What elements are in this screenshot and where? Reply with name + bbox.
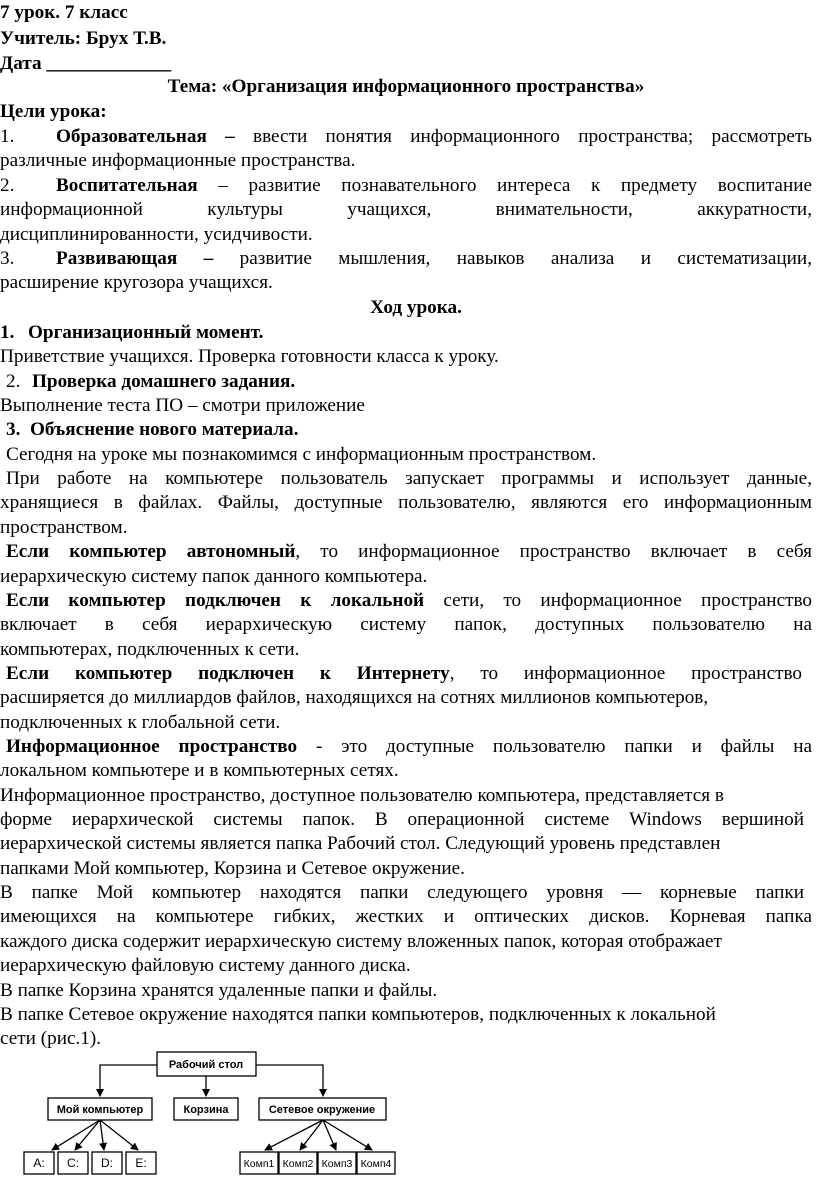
svg-text:Комп3: Комп3 (321, 1158, 353, 1170)
paragraph-4-line2: включает в себя иерархическую систему папок, доступных пользователю на (0, 614, 812, 635)
paragraph-5-line3: подключенных к глобальной сети. (0, 712, 281, 733)
paragraph-7-line4: папками Мой компьютер, Корзина и Сетевое окружение. (0, 858, 465, 879)
goals-title: Цели урока: (0, 101, 107, 122)
svg-text:Сетевое окружение: Сетевое окружение (268, 1104, 376, 1116)
root-node-desktop (157, 1052, 256, 1076)
paragraph-10-line2: сети (рис.1). (0, 1028, 102, 1049)
node-network-neighborhood (259, 1098, 386, 1120)
lesson-heading: 7 урок. 7 класс (0, 2, 128, 23)
computer-node-4 (357, 1152, 395, 1174)
paragraph-8-line4: иерархическую файловую систему данного диска. (0, 955, 411, 976)
svg-text:Комп1: Комп1 (243, 1158, 275, 1170)
computer-node-1 (240, 1152, 278, 1174)
section-3-title: 3. Объяснение нового материала. (6, 419, 299, 440)
paragraph-8-line2: имеющихся на компьютере гибких, жестких и оптических дисков. Корневая папка (0, 906, 812, 927)
paragraph-7-line2: форме иерархической системы папок. В операционной системе Windows вершиной (0, 809, 804, 830)
svg-text:Мой компьютер: Мой компьютер (56, 1104, 144, 1116)
svg-text:Комп4: Комп4 (360, 1158, 392, 1170)
paragraph-6-line1: Информационное пространство - это доступные пользователю папки и файлы на (6, 736, 812, 757)
goal-1-line1: 1. Образовательная – ввести понятия информационного пространства; рассмотреть (0, 126, 812, 147)
course-title: Ход урока. (370, 297, 462, 318)
drive-node-e (126, 1152, 156, 1174)
svg-text:Корзина: Корзина (183, 1104, 229, 1116)
goal-1-line2: различные информационные пространства. (0, 150, 356, 171)
paragraph-3-line2: иерархическую систему папок данного компьютера. (0, 566, 428, 587)
svg-text:Рабочий стол: Рабочий стол (168, 1059, 244, 1071)
goal-3-line1: 3. Развивающая – развитие мышления, навыков анализа и систематизации, (0, 248, 813, 269)
teacher-line: Учитель: Брух Т.В. (0, 28, 167, 49)
svg-text:Комп2: Комп2 (282, 1158, 314, 1170)
section-2-title: 2. Проверка домашнего задания. (6, 371, 296, 392)
drive-node-d (92, 1152, 122, 1174)
computer-node-2 (279, 1152, 317, 1174)
section-1-title: 1. Организационный момент. (0, 322, 264, 343)
topic-title: Тема: «Организация информационного пространства» (167, 76, 645, 97)
svg-text:A:: A: (33, 1156, 45, 1170)
svg-text:D:: D: (101, 1156, 113, 1170)
goal-2-line1: 2. Воспитательная – развитие познавательного интереса к предмету воспитание (0, 175, 813, 196)
paragraph-7-line3: иерархической системы является папка Рабочий стол. Следующий уровень представлен (0, 833, 721, 854)
node-recycle-bin (174, 1098, 238, 1120)
computer-node-3 (318, 1152, 356, 1174)
paragraph-4-line1: Если компьютер подключен к локальной сети, то информационное пространство (6, 590, 812, 611)
paragraph-6-line2: локальном компьютере и в компьютерных сетях. (0, 760, 399, 781)
paragraph-9: В папке Корзина хранятся удаленные папки и файлы. (0, 980, 438, 1001)
svg-text:C:: C: (67, 1156, 79, 1170)
goal-2-line2: информационной культуры учащихся, внимательности, аккуратности, (0, 199, 812, 220)
goal-2-line3: дисциплинированности, усидчивости. (0, 224, 313, 245)
paragraph-2-line2: хранящиеся в файлах. Файлы, доступные пользователю, являются его информационным (0, 492, 812, 513)
drive-node-c (58, 1152, 88, 1174)
paragraph-5-line1: Если компьютер подключен к Интернету, то информационное пространство (6, 663, 802, 684)
paragraph-8-line1: В папке Мой компьютер находятся папки следующего уровня — корневые папки (0, 882, 804, 903)
goal-3-line2: расширение кругозора учащихся. (0, 272, 273, 293)
drive-node-a (24, 1152, 54, 1174)
section-1-text: Приветствие учащихся. Проверка готовности класса к уроку. (0, 346, 499, 367)
section-2-text: Выполнение теста ПО – смотри приложение (0, 395, 365, 416)
paragraph-2-line3: пространством. (0, 517, 128, 538)
paragraph-3-line1: Если компьютер автономный, то информационное пространство включает в себя (6, 541, 812, 562)
svg-text:E:: E: (135, 1156, 147, 1170)
paragraph-10-line1: В папке Сетевое окружение находятся папки компьютеров, подключенных к локальной (0, 1004, 716, 1025)
paragraph-intro: Сегодня на уроке мы познакомимся с информационным пространством. (6, 444, 597, 465)
node-my-computer (48, 1098, 152, 1120)
paragraph-2-line1: При работе на компьютере пользователь запускает программы и использует данные, (6, 468, 812, 489)
paragraph-5-line2: расширяется до миллиардов файлов, находящихся на сотнях миллионов компьютеров, (0, 687, 709, 708)
paragraph-7-line1: Информационное пространство, доступное пользователю компьютера, представляется в (0, 785, 724, 806)
date-line: Дата _____________ (0, 53, 172, 74)
paragraph-8-line3: каждого диска содержит иерархическую систему вложенных папок, которая отображает (0, 931, 722, 952)
paragraph-4-line3: компьютерах, подключенных к сети. (0, 639, 300, 660)
